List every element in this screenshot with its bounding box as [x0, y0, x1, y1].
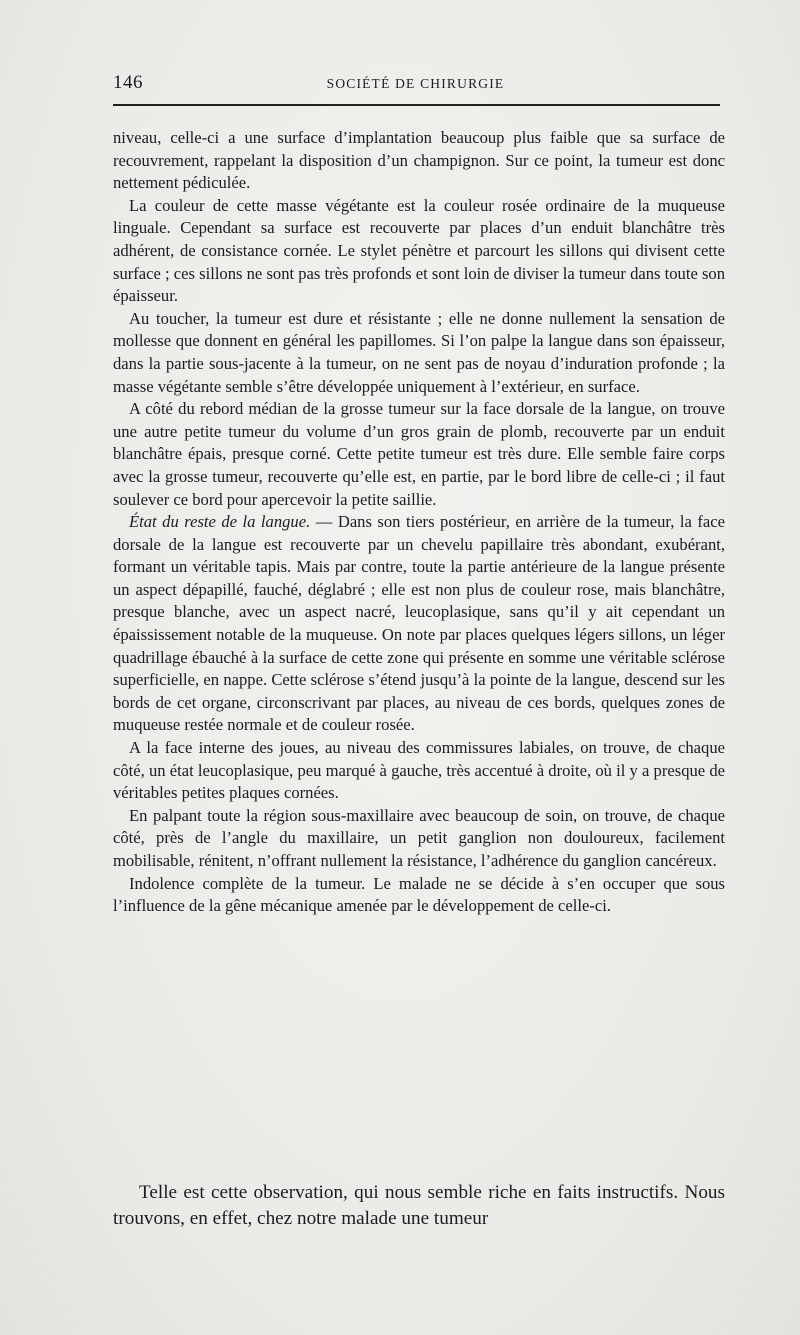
- paragraph-2: La couleur de cette masse végétante est la couleur rosée ordinaire de la muqueuse linguale. Cependant sa surface est recouverte par places d’un enduit blanchâtre très adhérent, de consistance cornée. Le stylet pénètre et parcourt les sillons qui divisent cette surface ; ces sillons ne sont pas très profonds et sont loin de diviser la tumeur dans toute son épaisseur.: [113, 195, 726, 306]
- body-text: [113, 127, 725, 918]
- section-lead: État du reste de la langue.: [129, 512, 311, 532]
- running-head: SOCIÉTÉ DE CHIRURGIE: [326, 76, 505, 91]
- paragraph-6: A la face interne des joues, au niveau des commissures labiales, on trouve, de chaque côté, un état leucoplasique, peu marqué à gauche, très accentué à droite, où il y a presque de véritables petites plaques cornées.: [113, 738, 725, 803]
- paragraph-5: [113, 511, 725, 737]
- paragraph-3: Au toucher, la tumeur est dure et résistante ; elle ne donne nullement la sensation de mollesse que donnent en général les papillomes. Si l’on palpe la langue dans son épaisseur, dans la partie sous-jacente à la tumeur, on ne sent pas de noyau d’induration profonde ; la masse végétante semble s’être développée uniquement à l’extérieur, en surface.: [113, 308, 725, 396]
- header-rule: [113, 104, 720, 106]
- paragraph-5-text: — Dans son tiers postérieur, en arrière de la tumeur, la face dorsale de la langue est recouverte par un chevelu papillaire très abondant, exubérant, formant un véritable tapis. Mais par contre, toute la partie antérieure de la langue présente un aspect dépapillé, fauché, déglabré ; elle est non plus de couleur rose, mais blanchâtre, presque blanche, avec un aspect nacré, leucoplasique, sans qu’il y ait cependant un épaississement notable de la muqueuse. On note par places quelques légers sillons, un léger quadrillage ébauché à la surface de cette zone qui présente en somme une véritable sclérose superficielle, en nappe. Cette sclérose s’étend jusqu’à la pointe de la langue, descend sur les bords de cet organe, circonscrivant par places, au niveau de ces bords, quelques zones de muqueuse restée normale et de couleur rosée.: [113, 512, 725, 735]
- page-header: [113, 70, 718, 98]
- paragraph-7: En palpant toute la région sous-maxillaire avec beaucoup de soin, on trouve, de chaque côté, près de l’angle du maxillaire, un petit ganglion non douloureux, facilement mobilisable, rénitent, n’offrant nullement la résistance, l’adhérence du ganglion cancéreux.: [113, 805, 725, 870]
- paragraph-1: niveau, celle-ci a une surface d’implantation beaucoup plus faible que sa surface de recouvrement, rappelant la disposition d’un champignon. Sur ce point, la tumeur est donc nettement pédiculée.: [113, 128, 725, 193]
- page-number: 146: [113, 72, 143, 93]
- closing-paragraph: Telle est cette observation, qui nous semble riche en faits instructifs. Nous trouvons, en effet, chez notre malade une tumeur: [113, 1182, 725, 1229]
- paragraph-8: Indolence complète de la tumeur. Le malade ne se décide à s’en occuper que sous l’influence de la gêne mécanique amenée par le développement de celle-ci.: [113, 873, 725, 916]
- closing-text: [113, 1180, 725, 1232]
- paragraph-4: A côté du rebord médian de la grosse tumeur sur la face dorsale de la langue, on trouve une autre petite tumeur du volume d’un gros grain de plomb, recouverte par un enduit blanchâtre épais, presque corné. Cette petite tumeur est très dure. Elle semble faire corps avec la grosse tumeur, recouverte qu’elle est, en partie, par le bord libre de celle-ci ; il faut soulever ce bord pour apercevoir la petite saillie.: [113, 399, 725, 509]
